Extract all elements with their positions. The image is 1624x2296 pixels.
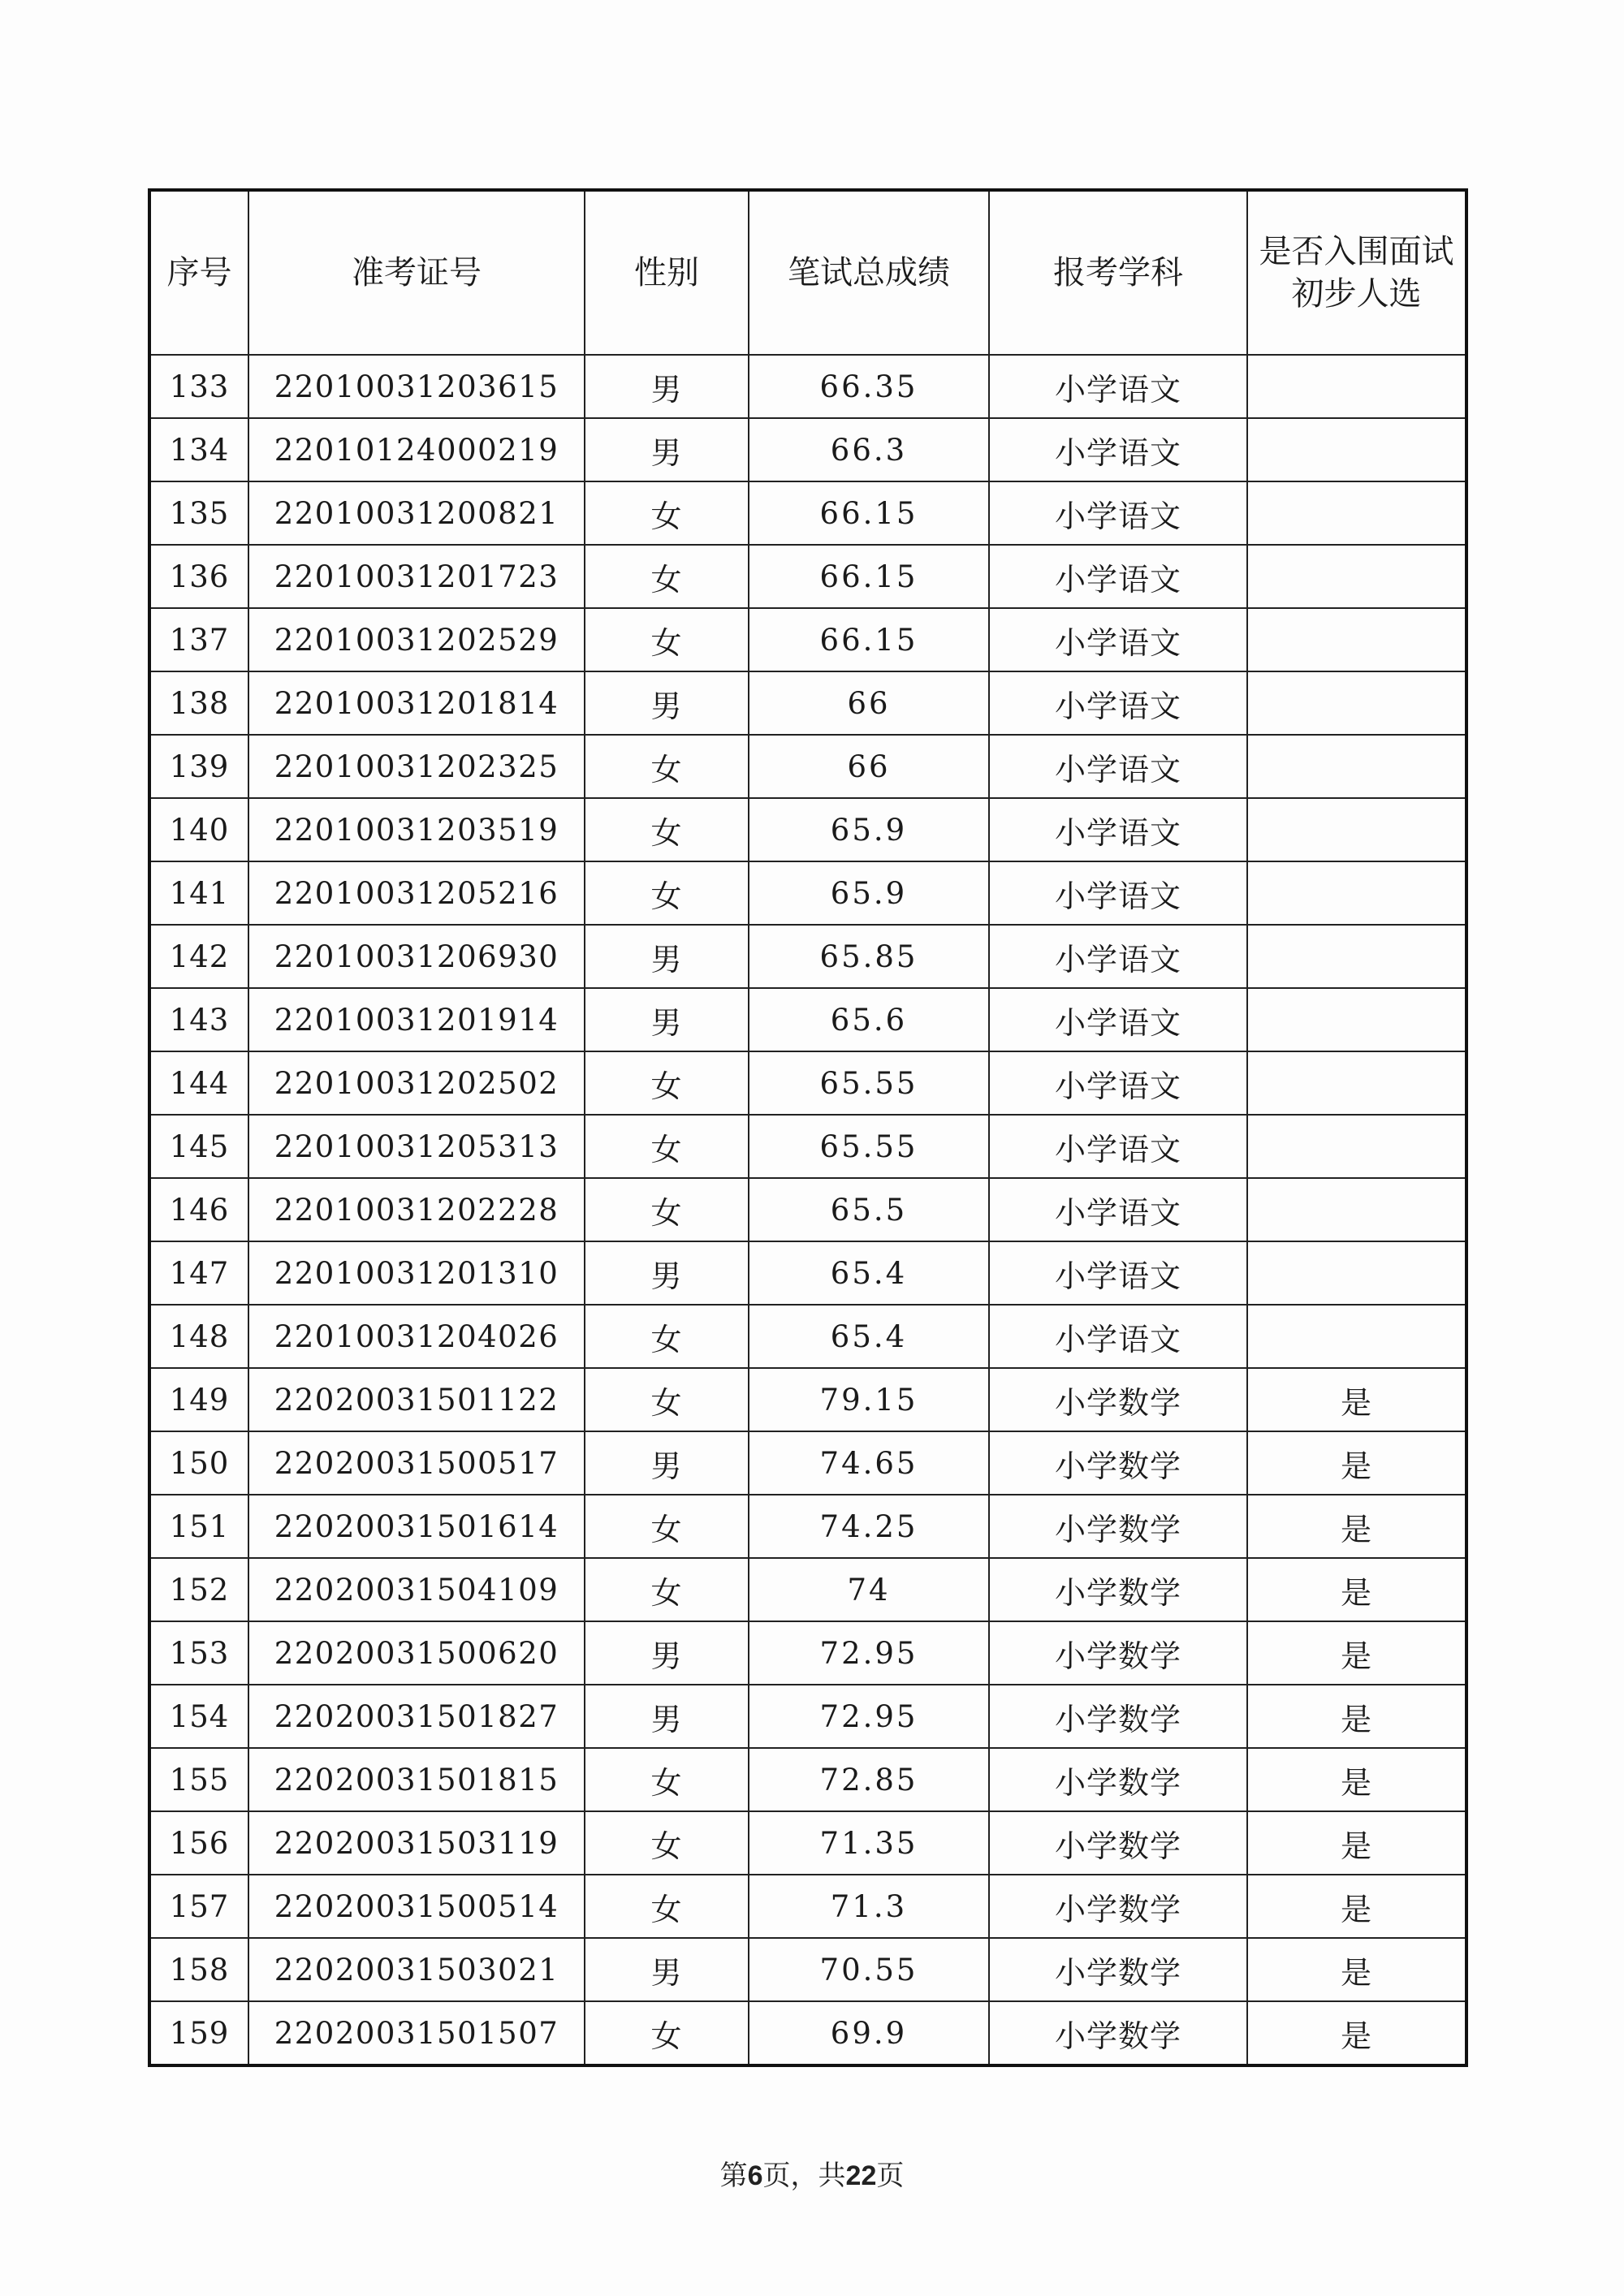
cell-score: 65.85 (749, 925, 989, 988)
cell-subject: 小学语文 (989, 1051, 1247, 1115)
cell-shortlisted: 是 (1247, 2001, 1466, 2065)
cell-score: 65.6 (749, 988, 989, 1051)
cell-gender: 女 (585, 1051, 749, 1115)
cell-exam-id: 22010031205216 (248, 861, 585, 925)
cell-subject: 小学语文 (989, 1115, 1247, 1178)
cell-seq: 155 (149, 1748, 248, 1811)
cell-score: 66.15 (749, 608, 989, 671)
cell-exam-id: 22020031501827 (248, 1685, 585, 1748)
cell-gender: 女 (585, 735, 749, 798)
cell-subject: 小学语文 (989, 1178, 1247, 1241)
cell-subject: 小学语文 (989, 608, 1247, 671)
cell-exam-id: 22020031500514 (248, 1875, 585, 1938)
cell-subject: 小学数学 (989, 1875, 1247, 1938)
cell-seq: 157 (149, 1875, 248, 1938)
cell-seq: 152 (149, 1558, 248, 1621)
cell-seq: 139 (149, 735, 248, 798)
cell-shortlisted: 是 (1247, 1558, 1466, 1621)
cell-gender: 男 (585, 988, 749, 1051)
cell-exam-id: 22010031203519 (248, 798, 585, 861)
cell-gender: 女 (585, 2001, 749, 2065)
cell-seq: 156 (149, 1811, 248, 1875)
cell-seq: 143 (149, 988, 248, 1051)
cell-exam-id: 22020031501815 (248, 1748, 585, 1811)
cell-gender: 女 (585, 545, 749, 608)
table-row (149, 1051, 1466, 1115)
cell-shortlisted: 是 (1247, 1748, 1466, 1811)
cell-subject: 小学语文 (989, 545, 1247, 608)
cell-seq: 142 (149, 925, 248, 988)
footer-prefix: 第 (719, 2160, 748, 2192)
cell-shortlisted (1247, 355, 1466, 418)
cell-subject: 小学语文 (989, 355, 1247, 418)
cell-score: 65.9 (749, 861, 989, 925)
cell-gender: 女 (585, 1178, 749, 1241)
cell-score: 74 (749, 1558, 989, 1621)
footer-page-number: 6 (747, 2160, 763, 2191)
cell-seq: 148 (149, 1305, 248, 1368)
cell-exam-id: 22020031501507 (248, 2001, 585, 2065)
cell-shortlisted: 是 (1247, 1875, 1466, 1938)
cell-seq: 154 (149, 1685, 248, 1748)
table-row (149, 1241, 1466, 1305)
cell-gender: 女 (585, 1558, 749, 1621)
cell-subject: 小学数学 (989, 1938, 1247, 2001)
cell-shortlisted: 是 (1247, 1621, 1466, 1685)
cell-score: 66.15 (749, 545, 989, 608)
table-row (149, 1431, 1466, 1495)
cell-subject: 小学语文 (989, 925, 1247, 988)
cell-shortlisted (1247, 861, 1466, 925)
cell-exam-id: 22020031501614 (248, 1495, 585, 1558)
table-row (149, 2001, 1466, 2065)
table-row (149, 861, 1466, 925)
cell-exam-id: 22020031500517 (248, 1431, 585, 1495)
table-row (149, 798, 1466, 861)
score-table (148, 188, 1468, 2067)
table-body (149, 355, 1466, 2065)
cell-seq: 140 (149, 798, 248, 861)
cell-score: 70.55 (749, 1938, 989, 2001)
cell-exam-id: 22020031501122 (248, 1368, 585, 1431)
cell-subject: 小学数学 (989, 1431, 1247, 1495)
cell-score: 72.95 (749, 1685, 989, 1748)
cell-shortlisted: 是 (1247, 1495, 1466, 1558)
table-row (149, 1685, 1466, 1748)
cell-shortlisted (1247, 1241, 1466, 1305)
table-row (149, 1178, 1466, 1241)
cell-subject: 小学数学 (989, 1685, 1247, 1748)
table-row (149, 1305, 1466, 1368)
cell-subject: 小学数学 (989, 1495, 1247, 1558)
cell-seq: 158 (149, 1938, 248, 2001)
cell-score: 66 (749, 735, 989, 798)
cell-shortlisted (1247, 988, 1466, 1051)
cell-gender: 女 (585, 1811, 749, 1875)
cell-score: 79.15 (749, 1368, 989, 1431)
score-table-container (148, 188, 1465, 2067)
cell-seq: 144 (149, 1051, 248, 1115)
cell-subject: 小学数学 (989, 1621, 1247, 1685)
cell-subject: 小学语文 (989, 735, 1247, 798)
cell-subject: 小学语文 (989, 418, 1247, 481)
cell-score: 72.95 (749, 1621, 989, 1685)
cell-exam-id: 22010031202228 (248, 1178, 585, 1241)
cell-shortlisted: 是 (1247, 1811, 1466, 1875)
cell-subject: 小学语文 (989, 798, 1247, 861)
cell-score: 72.85 (749, 1748, 989, 1811)
cell-gender: 男 (585, 355, 749, 418)
table-row (149, 481, 1466, 545)
cell-score: 66.15 (749, 481, 989, 545)
cell-shortlisted (1247, 735, 1466, 798)
cell-subject: 小学语文 (989, 671, 1247, 735)
header-subject: 报考学科 (989, 190, 1247, 355)
cell-score: 66.3 (749, 418, 989, 481)
cell-gender: 男 (585, 1621, 749, 1685)
cell-exam-id: 22010031200821 (248, 481, 585, 545)
cell-seq: 146 (149, 1178, 248, 1241)
cell-score: 66 (749, 671, 989, 735)
cell-seq: 137 (149, 608, 248, 671)
cell-score: 65.55 (749, 1051, 989, 1115)
cell-exam-id: 22020031503119 (248, 1811, 585, 1875)
cell-exam-id: 22010031204026 (248, 1305, 585, 1368)
cell-gender: 女 (585, 608, 749, 671)
table-row (149, 418, 1466, 481)
header-row (149, 190, 1466, 355)
cell-gender: 女 (585, 1875, 749, 1938)
cell-seq: 135 (149, 481, 248, 545)
cell-gender: 男 (585, 1685, 749, 1748)
cell-gender: 男 (585, 671, 749, 735)
table-row (149, 988, 1466, 1051)
cell-subject: 小学数学 (989, 1368, 1247, 1431)
cell-gender: 男 (585, 418, 749, 481)
cell-shortlisted: 是 (1247, 1368, 1466, 1431)
table-row (149, 735, 1466, 798)
cell-seq: 141 (149, 861, 248, 925)
cell-seq: 151 (149, 1495, 248, 1558)
cell-seq: 159 (149, 2001, 248, 2065)
cell-score: 74.25 (749, 1495, 989, 1558)
table-row (149, 671, 1466, 735)
cell-score: 65.9 (749, 798, 989, 861)
cell-gender: 女 (585, 1495, 749, 1558)
cell-gender: 女 (585, 1115, 749, 1178)
table-row (149, 355, 1466, 418)
cell-seq: 149 (149, 1368, 248, 1431)
cell-gender: 女 (585, 1748, 749, 1811)
footer-page-total: 22 (845, 2160, 877, 2191)
cell-gender: 女 (585, 1305, 749, 1368)
cell-score: 74.65 (749, 1431, 989, 1495)
cell-exam-id: 22020031500620 (248, 1621, 585, 1685)
cell-gender: 男 (585, 925, 749, 988)
cell-exam-id: 22010031203615 (248, 355, 585, 418)
cell-score: 69.9 (749, 2001, 989, 2065)
cell-gender: 女 (585, 798, 749, 861)
header-seq: 序号 (149, 190, 248, 355)
cell-exam-id: 22020031504109 (248, 1558, 585, 1621)
cell-score: 71.3 (749, 1875, 989, 1938)
cell-shortlisted: 是 (1247, 1431, 1466, 1495)
cell-score: 65.5 (749, 1178, 989, 1241)
cell-subject: 小学语文 (989, 481, 1247, 545)
cell-exam-id: 22010124000219 (248, 418, 585, 481)
cell-exam-id: 22010031201814 (248, 671, 585, 735)
page-footer (0, 2153, 1624, 2193)
cell-exam-id: 22020031503021 (248, 1938, 585, 2001)
table-row (149, 1495, 1466, 1558)
table-row (149, 925, 1466, 988)
cell-score: 71.35 (749, 1811, 989, 1875)
cell-exam-id: 22010031202325 (248, 735, 585, 798)
header-shortlisted: 是否入围面试初步人选 (1247, 190, 1466, 355)
footer-middle: 页，共 (762, 2160, 846, 2192)
cell-score: 65.55 (749, 1115, 989, 1178)
cell-subject: 小学数学 (989, 1558, 1247, 1621)
header-gender: 性别 (585, 190, 749, 355)
cell-seq: 150 (149, 1431, 248, 1495)
cell-shortlisted (1247, 1051, 1466, 1115)
cell-seq: 133 (149, 355, 248, 418)
table-row (149, 1811, 1466, 1875)
cell-exam-id: 22010031206930 (248, 925, 585, 988)
cell-shortlisted: 是 (1247, 1685, 1466, 1748)
cell-gender: 女 (585, 1368, 749, 1431)
cell-shortlisted (1247, 481, 1466, 545)
cell-exam-id: 22010031201914 (248, 988, 585, 1051)
table-header (149, 190, 1466, 355)
cell-exam-id: 22010031201310 (248, 1241, 585, 1305)
cell-gender: 男 (585, 1431, 749, 1495)
cell-subject: 小学语文 (989, 988, 1247, 1051)
cell-gender: 男 (585, 1938, 749, 2001)
cell-shortlisted (1247, 1178, 1466, 1241)
cell-exam-id: 22010031205313 (248, 1115, 585, 1178)
footer-suffix: 页 (876, 2160, 905, 2192)
table-row (149, 1748, 1466, 1811)
cell-gender: 女 (585, 481, 749, 545)
table-row (149, 1368, 1466, 1431)
cell-shortlisted (1247, 671, 1466, 735)
cell-shortlisted (1247, 925, 1466, 988)
cell-subject: 小学数学 (989, 1811, 1247, 1875)
cell-score: 65.4 (749, 1241, 989, 1305)
cell-shortlisted: 是 (1247, 1938, 1466, 2001)
header-score: 笔试总成绩 (749, 190, 989, 355)
table-row (149, 1621, 1466, 1685)
cell-subject: 小学语文 (989, 861, 1247, 925)
cell-score: 65.4 (749, 1305, 989, 1368)
cell-shortlisted (1247, 418, 1466, 481)
cell-seq: 147 (149, 1241, 248, 1305)
cell-shortlisted (1247, 798, 1466, 861)
header-exam-id: 准考证号 (248, 190, 585, 355)
cell-exam-id: 22010031201723 (248, 545, 585, 608)
cell-seq: 145 (149, 1115, 248, 1178)
cell-subject: 小学语文 (989, 1305, 1247, 1368)
table-row (149, 1875, 1466, 1938)
cell-score: 66.35 (749, 355, 989, 418)
cell-seq: 136 (149, 545, 248, 608)
table-row (149, 1558, 1466, 1621)
cell-subject: 小学数学 (989, 1748, 1247, 1811)
cell-gender: 女 (585, 861, 749, 925)
cell-shortlisted (1247, 1115, 1466, 1178)
table-row (149, 1115, 1466, 1178)
cell-subject: 小学语文 (989, 1241, 1247, 1305)
cell-seq: 153 (149, 1621, 248, 1685)
cell-gender: 男 (585, 1241, 749, 1305)
cell-shortlisted (1247, 1305, 1466, 1368)
table-row (149, 608, 1466, 671)
cell-seq: 134 (149, 418, 248, 481)
cell-shortlisted (1247, 545, 1466, 608)
table-row (149, 1938, 1466, 2001)
cell-seq: 138 (149, 671, 248, 735)
cell-exam-id: 22010031202502 (248, 1051, 585, 1115)
cell-subject: 小学数学 (989, 2001, 1247, 2065)
cell-exam-id: 22010031202529 (248, 608, 585, 671)
cell-shortlisted (1247, 608, 1466, 671)
table-row (149, 545, 1466, 608)
